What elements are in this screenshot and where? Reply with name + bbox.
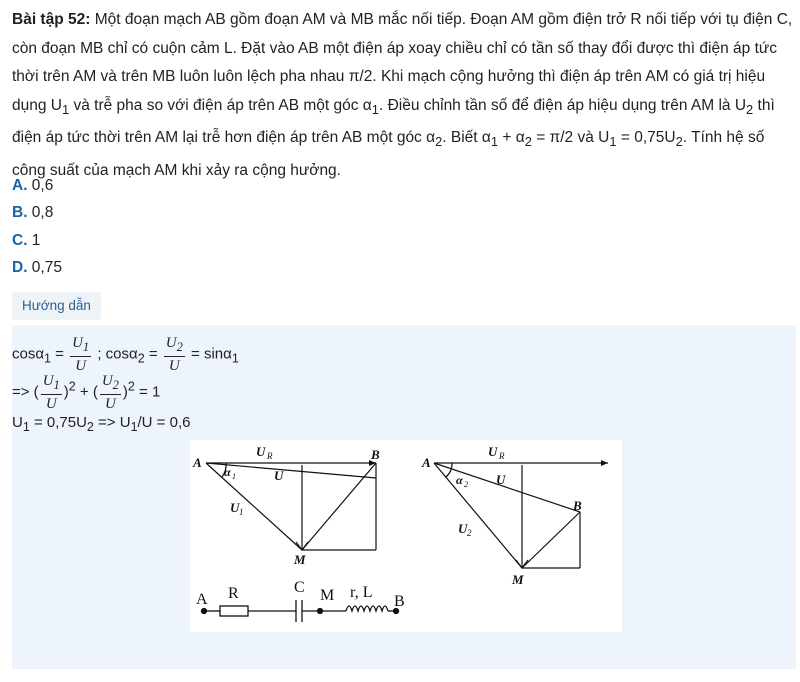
circuit-label-m: M (320, 587, 335, 604)
right-label-ur: U (488, 444, 498, 459)
circuit-label-r: R (228, 585, 239, 602)
right-u2-line (434, 463, 522, 568)
guide-button[interactable]: Hướng dẫn (12, 292, 101, 320)
left-label-a: A (193, 455, 202, 470)
left-label-ur: U (256, 444, 266, 459)
circuit-label-b: B (394, 593, 405, 610)
solution-line-3: $U_1 = 0,75U_2 => U_1/U = 0,6$ (12, 414, 191, 434)
problem-text: Một đoạn mạch AB gồm đoạn AM và MB mắc nối tiếp. Đoạn AM gồm điện trở R nối tiếp với tụ điện C, còn đoạn MB chỉ có cuộn cảm L. Đặt vào AB một điện áp xoay chiều chỉ có tần số thay đổi được thì điện áp tức thời trên AM và trên MB luôn luôn lệch pha nhau π/2. Khi mạch cộng hưởng thì điện áp trên AM có giá trị hiệu dụng U (12, 11, 793, 114)
problem-label: Bài tập 52: (12, 11, 91, 28)
right-label-alpha2: α (456, 473, 463, 487)
right-alpha-arc (446, 463, 452, 477)
left-label-b: B (371, 447, 380, 462)
svg-text:1: 1 (232, 472, 236, 481)
right-label-a: A (422, 455, 431, 470)
inductor-l (346, 606, 388, 611)
left-label-u: U (274, 468, 284, 483)
left-label-m: M (294, 552, 306, 567)
solution-line-2: => ( $\frac{U_1}{U}$ )$^2$ + ( $\frac{U_2}{U}$ )$^2$ = 1 (12, 373, 161, 412)
right-label-u: U (496, 472, 506, 487)
left-ul-line (302, 463, 376, 550)
answer-options (12, 172, 62, 282)
svg-text:R: R (499, 451, 505, 461)
left-u1-line (206, 463, 302, 550)
fraction-u2-u: $\frac{U_2}{U}$ (165, 335, 183, 374)
svg-text:R: R (267, 451, 273, 461)
left-label-alpha1: α (224, 465, 231, 479)
svg-text:2: 2 (464, 480, 468, 489)
circuit-label-c: C (294, 579, 305, 596)
right-ur-arrowhead (601, 460, 608, 466)
right-ul-line (522, 512, 580, 568)
left-label-u1: U (230, 500, 240, 515)
resistor-r (220, 606, 248, 616)
phasor-diagram-figure (190, 440, 622, 632)
option-b[interactable]: B. 0,8 (12, 204, 54, 222)
right-label-b: B (573, 498, 582, 513)
circuit-label-rl: r, L (350, 584, 373, 601)
fraction-u1-u: $\frac{U_1}{U}$ (72, 335, 90, 374)
right-u-line (434, 463, 580, 512)
solution-line-1: cosα$_1$ = $\frac{U_1}{U}$ ; cosα$_2$ = $\frac{U_2}{U}$ = sinα$_1$ (12, 335, 239, 374)
option-d[interactable]: D. 0,75 (12, 259, 62, 277)
phasor-diagrams (190, 440, 622, 632)
svg-text:1: 1 (239, 507, 244, 517)
circuit-label-a: A (196, 591, 208, 608)
right-label-u2: U (458, 521, 468, 536)
problem-statement: Bài tập 52: Một đoạn mạch AB gồm đoạn AM và MB mắc nối tiếp. Đoạn AM gồm điện trở R nối tiếp với tụ điện C, còn đoạn MB chỉ có cuộn cảm L. Đặt vào AB một điện áp xoay chiều chỉ có tần số thay đổi được thì điện áp tức thời trên AM và trên MB luôn luôn lệch pha nhau π/2. Khi mạch cộng hưởng thì điện áp trên AM có giá trị hiệu dụng $U_1$ và trễ pha so với điện áp trên AB một góc $\alpha_1$. Điều chỉnh tần số để điện áp hiệu dụng trên AM là $U_2$ thì điện áp tức thời trên AM lại trễ hơn điện áp trên AB một góc $\alpha_2$. Biết $\alpha_1 + \alpha_2 = \pi/2$ và $U_1 = 0,75U_2$. Tính hệ số công suất của mạch AM khi xảy ra cộng hưởng. (12, 11, 793, 180)
right-label-m: M (512, 572, 524, 587)
svg-text:2: 2 (467, 528, 472, 538)
option-c[interactable]: C. 1 (12, 231, 41, 249)
circuit-diagram (202, 600, 399, 622)
option-a[interactable]: A. 0,6 (12, 177, 54, 194)
